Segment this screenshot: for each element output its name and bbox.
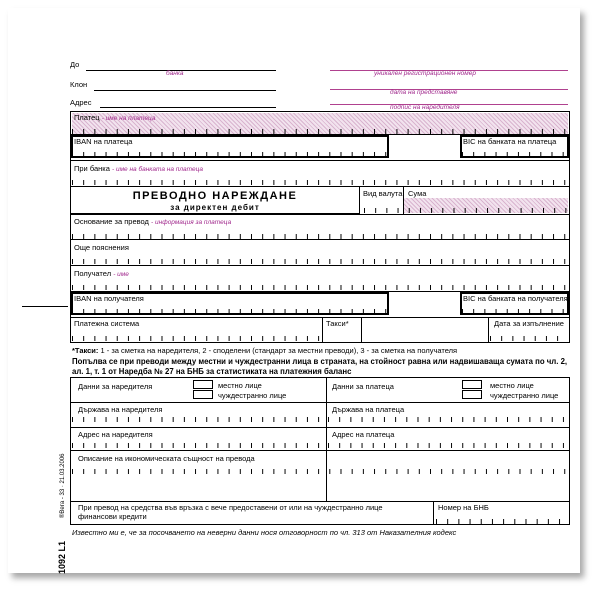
side-cut-line bbox=[22, 306, 68, 307]
orderer-data-label: Данни за наредителя bbox=[78, 382, 153, 391]
recipient-label: Получател - име bbox=[74, 269, 129, 278]
payer-data-label: Данни за платеца bbox=[332, 382, 394, 391]
payer-local-label: местно лице bbox=[490, 381, 534, 390]
form-subtitle: за директен дебит bbox=[170, 203, 260, 212]
address-line bbox=[100, 107, 276, 108]
description-label: Описание на икономическата същност на превода bbox=[78, 454, 255, 463]
iban-recipient-label: IBAN на получателя bbox=[74, 294, 144, 303]
bic-payer-label: BIC на банката на платеца bbox=[463, 137, 557, 146]
date-hint: дата на представяне bbox=[390, 89, 458, 96]
transfer-line2: финансови кредити bbox=[78, 512, 147, 521]
taxes-note: *Такси: 1 - за сметка на наредителя, 2 - споделени (стандарт за местни преводи), 3 - за сметка на получателя bbox=[72, 346, 458, 355]
orderer-foreign-checkbox[interactable] bbox=[193, 390, 213, 399]
do-label: До bbox=[70, 60, 80, 69]
iban-payer-label: IBAN на платеца bbox=[74, 137, 133, 146]
bnb-note: Попълва се при преводи между местни и чуждестранни лица в страната, на стойност равна или надвишаваща сумата по чл. 2, ал. 1, т. 1 от Наредба № 27 на БНБ за статистиката на платежния баланс bbox=[72, 357, 568, 376]
taxes-label: Такси* bbox=[326, 319, 349, 328]
orderer-local-label: местно лице bbox=[218, 381, 262, 390]
reg-hint: уникален регистрационен номер bbox=[374, 70, 476, 77]
side-print: ®Вега - 33 · 21.03.2006 bbox=[60, 453, 66, 518]
side-code: 1092 L1 bbox=[57, 540, 67, 574]
orderer-local-checkbox[interactable] bbox=[193, 380, 213, 389]
country-payer-label: Държава на платеца bbox=[332, 405, 405, 414]
branch-line bbox=[94, 90, 276, 91]
form-title: ПРЕВОДНО НАРЕЖДАНЕ bbox=[132, 190, 298, 202]
payer-local-checkbox[interactable] bbox=[462, 380, 482, 389]
klon-label: Клон bbox=[70, 80, 88, 89]
bnb-number-label: Номер на БНБ bbox=[438, 503, 489, 512]
reason-label: Основание за превод - информация за платеца bbox=[74, 217, 232, 226]
bank-of-payer-label: При банка - име на банката на платеца bbox=[74, 164, 204, 173]
currency-label: Вид валута bbox=[363, 189, 403, 198]
amount-label: Сума bbox=[408, 189, 427, 198]
disclaimer: Известно ми е, че за посочването на неверни данни нося отговорност по чл. 313 от Наказателния кодекс bbox=[72, 528, 457, 537]
payer-ticks bbox=[72, 126, 568, 134]
payer-foreign-checkbox[interactable] bbox=[462, 390, 482, 399]
address-payer-label: Адрес на платеца bbox=[332, 430, 395, 439]
transfer-line1: При превод на средства във връзка с вече предоставени от или на чуждестранно лице bbox=[78, 503, 383, 512]
orderer-foreign-label: чуждестранно лице bbox=[218, 391, 287, 400]
date-exec-label: Дата за изпълнение bbox=[494, 319, 564, 328]
sign-hint: подпис на наредителя bbox=[390, 104, 460, 111]
country-orderer-label: Държава на наредителя bbox=[78, 405, 163, 414]
payer-foreign-label: чуждестранно лице bbox=[490, 391, 559, 400]
address-orderer-label: Адрес на наредителя bbox=[78, 430, 153, 439]
bank-hint: банка bbox=[166, 70, 184, 77]
payer-label: Платец - име на платеца bbox=[74, 113, 156, 122]
adres-label: Адрес bbox=[70, 98, 92, 107]
bic-recipient-label: BIC на банката на получателя bbox=[463, 294, 568, 303]
system-label: Платежна система bbox=[74, 319, 140, 328]
more-info-label: Още пояснения bbox=[74, 243, 129, 252]
payment-order-form bbox=[8, 8, 580, 573]
